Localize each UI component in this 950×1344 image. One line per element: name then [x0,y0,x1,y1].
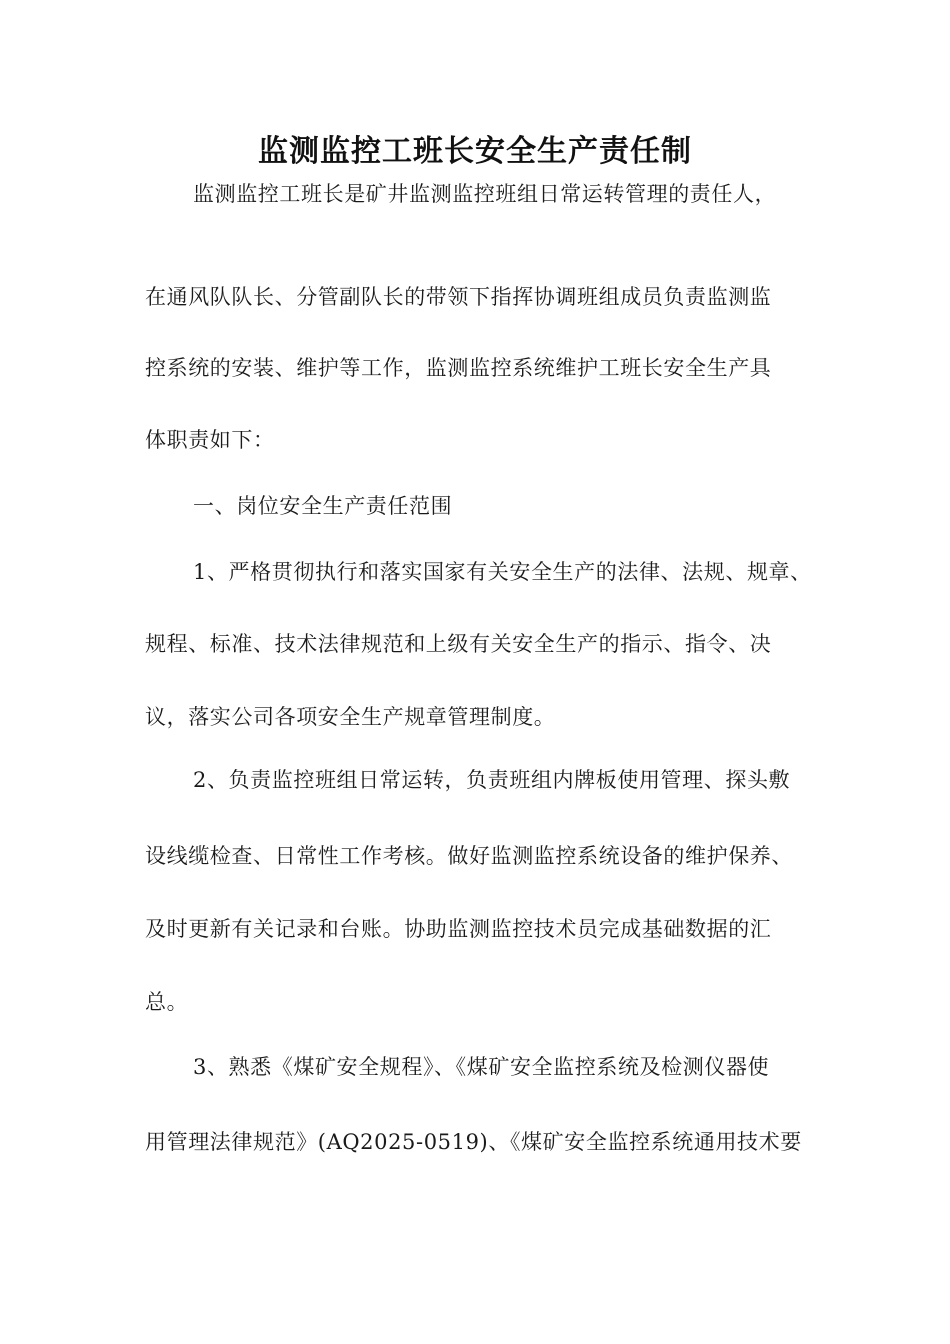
paragraph-intro-line-2: 在通风队队长、分管副队长的带领下指挥协调班组成员负责监测监 [145,285,772,309]
item-3-line-2: 用管理法律规范》(AQ2025-0519)、《煤矿安全监控系统通用技术要 [145,1130,802,1154]
item-2-line-3: 及时更新有关记录和台账。协助监测监控技术员完成基础数据的汇 [145,917,772,941]
item-1-line-1: 1、严格贯彻执行和落实国家有关安全生产的法律、法规、规章、 [193,560,812,584]
paragraph-intro-line-4: 体职责如下： [145,428,275,452]
paragraph-intro-line-1: 监测监控工班长是矿井监测监控班组日常运转管理的责任人， [193,182,777,206]
item-2-line-1: 2、负责监控班组日常运转，负责班组内牌板使用管理、探头敷 [193,768,791,792]
item-3-line-1: 3、熟悉《煤矿安全规程》、《煤矿安全监控系统及检测仪器使 [193,1055,770,1079]
section-heading-1: 一、岗位安全生产责任范围 [193,494,453,518]
item-2-line-4: 总。 [145,990,189,1014]
item-2-line-2: 设线缆检查、日常性工作考核。做好监测监控系统设备的维护保养、 [145,844,793,868]
item-1-line-2: 规程、标准、技术法律规范和上级有关安全生产的指示、指令、决 [145,632,772,656]
paragraph-intro-line-3: 控系统的安装、维护等工作，监测监控系统维护工班长安全生产具 [145,356,772,380]
document-title: 监测监控工班长安全生产责任制 [258,134,692,169]
item-1-line-3: 议，落实公司各项安全生产规章管理制度。 [145,705,556,729]
